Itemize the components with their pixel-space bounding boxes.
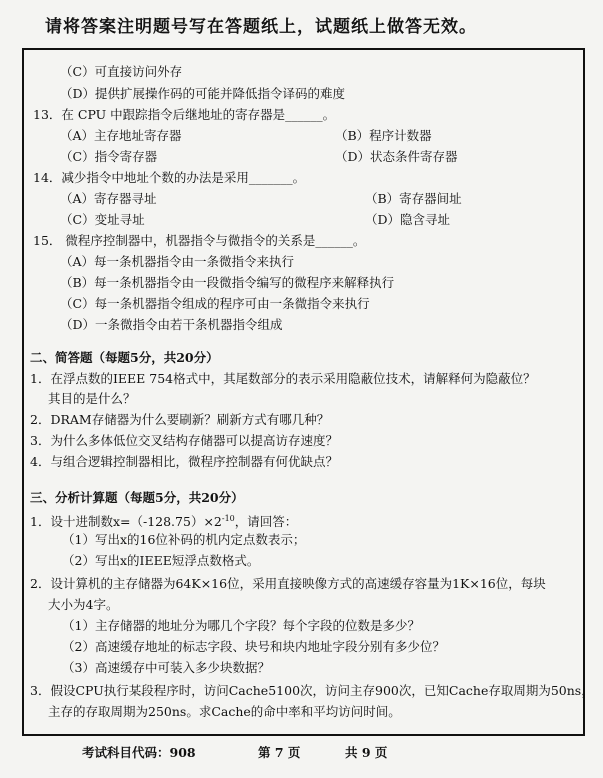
q14-option-d: （D）隐含寻址: [365, 212, 451, 227]
footer-total-pages: 共 9 页: [345, 745, 388, 760]
s2-q1-line2: 其目的是什么？: [48, 391, 136, 406]
q13-stem: 13．在 CPU 中跟踪指令后继地址的寄存器是______。: [33, 107, 336, 122]
q15-stem: 15． 微程序控制器中，机器指令与微指令的关系是______。: [33, 233, 366, 248]
s2-q3: 3．为什么多体低位交叉结构存储器可以提高访存速度？: [30, 433, 338, 448]
q15-option-a: （A）每一条机器指令由一条微指令来执行: [60, 254, 295, 269]
s2-q1-line1: 1．在浮点数的IEEE 754格式中，其尾数部分的表示采用隐蔽位技术，请解释何为隐蔽位？: [30, 371, 536, 386]
footer-page-number: 第 7 页: [258, 745, 301, 760]
s3-q2-sub3: （3）高速缓存中可装入多少块数据？: [62, 660, 270, 675]
section3-title: 三、分析计算题（每题5分，共20分）: [30, 490, 244, 505]
q14-stem: 14．减少指令中地址个数的办法是采用_______。: [33, 170, 306, 185]
footer-subject-code: 考试科目代码：908: [82, 745, 196, 760]
q13-option-a: （A）主存地址寄存器: [60, 128, 182, 143]
q15-option-d: （D）一条微指令由若干条机器指令组成: [60, 317, 283, 332]
q15-option-b: （B）每一条机器指令由一段微指令编写的微程序来解释执行: [60, 275, 395, 290]
s3-q2-sub1: （1）主存储器的地址分为哪几个字段？每个字段的位数是多少？: [62, 618, 420, 633]
s3-q2-line1: 2．设计算机的主存储器为64K×16位，采用直接映像方式的高速缓存容量为1K×16位，每块: [30, 576, 546, 591]
q14-option-b: （B）寄存器间址: [365, 191, 462, 206]
s3-q3-line1: 3．假设CPU执行某段程序时，访问Cache5100次，访问主存900次，已知Cache存取周期为50ns，: [30, 683, 594, 698]
s3-q1-sub2: （2）写出x的IEEE短浮点数格式。: [62, 553, 260, 568]
s3-q3-line2: 主存的存取周期为250ns。求Cache的命中率和平均访问时间。: [48, 704, 401, 719]
s2-q4: 4．与组合逻辑控制器相比，微程序控制器有何优缺点？: [30, 454, 338, 469]
s3-q1-exponent: -10: [221, 514, 235, 523]
s2-q2: 2．DRAM存储器为什么要刷新？刷新方式有哪几种？: [30, 412, 330, 427]
prev-option-c: （C）可直接访问外存: [60, 64, 183, 79]
s3-q1-stem: [30, 511, 297, 530]
q13-option-c: （C）指令寄存器: [60, 149, 158, 164]
page-header-instruction: 请将答案注明题号写在答题纸上，试题纸上做答无效。: [45, 17, 477, 37]
s3-q1-stem-pre: 1．设十进制数x=（-128.75）×2: [30, 514, 222, 530]
q14-option-a: （A）寄存器寻址: [60, 191, 157, 206]
s3-q2-line2: 大小为4字。: [48, 597, 119, 612]
prev-option-d: （D）提供扩展操作码的可能并降低指令译码的难度: [60, 86, 346, 101]
s3-q2-sub2: （2）高速缓存地址的标志字段、块号和块内地址字段分别有多少位？: [62, 639, 445, 654]
section2-title: 二、简答题（每题5分，共20分）: [30, 350, 219, 365]
q13-option-d: （D）状态条件寄存器: [335, 149, 458, 164]
q13-option-b: （B）程序计数器: [335, 128, 432, 143]
q15-option-c: （C）每一条机器指令组成的程序可由一条微指令来执行: [60, 296, 370, 311]
q14-option-c: （C）变址寻址: [60, 212, 145, 227]
s3-q1-sub1: （1）写出x的16位补码的机内定点数表示；: [62, 532, 306, 547]
s3-q1-stem-post: ，请回答：: [234, 514, 298, 530]
